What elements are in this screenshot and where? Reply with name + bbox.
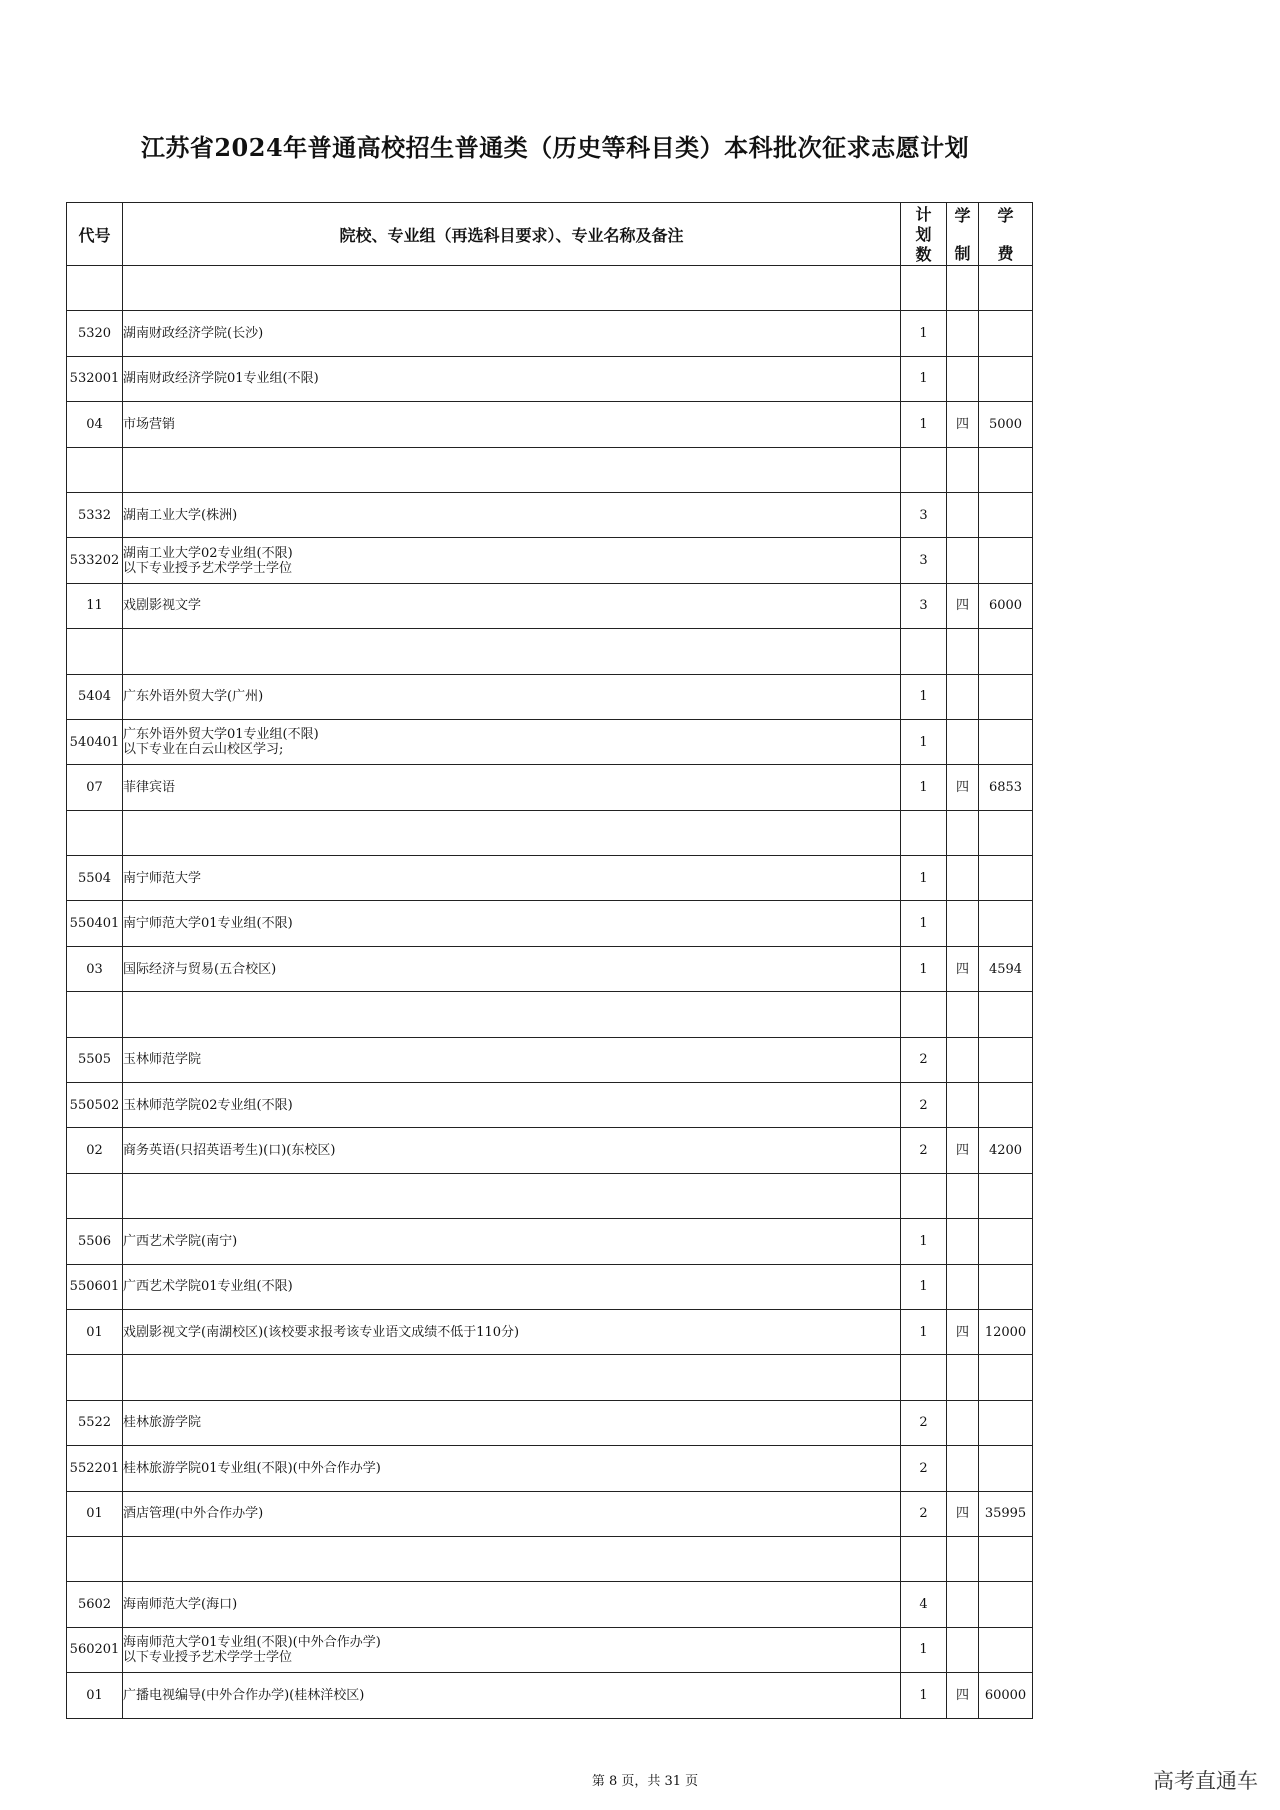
table-row — [67, 856, 1033, 901]
cell-fee — [979, 1627, 1033, 1672]
cell-name — [123, 492, 901, 537]
cell-fee — [979, 629, 1033, 674]
table-row — [67, 492, 1033, 537]
cell-years — [947, 492, 979, 537]
cell-fee — [979, 1446, 1033, 1491]
cell-name-line: 南宁师范大学01专业组(不限) — [123, 916, 293, 932]
cell-years — [947, 538, 979, 583]
cell-name — [123, 1309, 901, 1354]
cell-name-line: 广东外语外贸大学(广州) — [123, 689, 264, 705]
cell-name — [123, 1491, 901, 1536]
cell-name-line: 广西艺术学院(南宁) — [123, 1233, 238, 1249]
cell-name-line: 玉林师范学院02专业组(不限) — [123, 1097, 293, 1113]
cell-name — [123, 946, 901, 991]
cell-years: 四 — [947, 765, 979, 810]
cell-years: 四 — [947, 946, 979, 991]
table-row — [67, 1582, 1033, 1627]
cell-fee — [979, 1536, 1033, 1581]
cell-count: 1 — [901, 1264, 947, 1309]
cell-years — [947, 1446, 979, 1491]
cell-fee — [979, 719, 1033, 764]
cell-code: 560201 — [67, 1627, 123, 1672]
cell-years — [947, 311, 979, 356]
cell-code: 04 — [67, 402, 123, 447]
cell-name-line: 以下专业授予艺术学学士学位 — [123, 1649, 293, 1665]
cell-years — [947, 1400, 979, 1445]
table-row — [67, 1309, 1033, 1354]
cell-name — [123, 901, 901, 946]
cell-count: 1 — [901, 1627, 947, 1672]
cell-years: 四 — [947, 1673, 979, 1718]
cell-fee — [979, 311, 1033, 356]
page-title: 江苏省2024年普通高校招生普通类（历史等科目类）本科批次征求志愿计划 — [140, 133, 970, 162]
cell-fee: 6853 — [979, 765, 1033, 810]
table-row — [67, 629, 1033, 674]
table-row — [67, 901, 1033, 946]
header-code: 代号 — [67, 203, 123, 266]
cell-code: 03 — [67, 946, 123, 991]
cell-code: 552201 — [67, 1446, 123, 1491]
cell-count: 1 — [901, 765, 947, 810]
table-row — [67, 266, 1033, 311]
table-row — [67, 583, 1033, 628]
table-row — [67, 447, 1033, 492]
cell-code: 532001 — [67, 356, 123, 401]
cell-count: 1 — [901, 901, 947, 946]
cell-years — [947, 629, 979, 674]
table-row — [67, 765, 1033, 810]
cell-name — [123, 1219, 901, 1264]
table-row — [67, 1219, 1033, 1264]
cell-years — [947, 1037, 979, 1082]
cell-fee — [979, 1355, 1033, 1400]
cell-name — [123, 810, 901, 855]
cell-name-line: 海南师范大学01专业组(不限)(中外合作办学) — [123, 1634, 381, 1650]
cell-name — [123, 356, 901, 401]
table-row — [67, 810, 1033, 855]
watermark-text: 高考直通车 — [1153, 1769, 1258, 1793]
cell-fee — [979, 266, 1033, 311]
cell-years — [947, 674, 979, 719]
header-years: 学 制 — [947, 203, 979, 266]
table-row — [67, 1083, 1033, 1128]
cell-fee: 4594 — [979, 946, 1033, 991]
cell-name — [123, 1173, 901, 1218]
cell-code: 550401 — [67, 901, 123, 946]
cell-code — [67, 1355, 123, 1400]
table-row — [67, 1037, 1033, 1082]
cell-fee: 6000 — [979, 583, 1033, 628]
cell-years — [947, 992, 979, 1037]
cell-fee — [979, 356, 1033, 401]
cell-name-line: 桂林旅游学院01专业组(不限)(中外合作办学) — [123, 1460, 381, 1476]
cell-years: 四 — [947, 1128, 979, 1173]
cell-name — [123, 1128, 901, 1173]
cell-code: 02 — [67, 1128, 123, 1173]
cell-count — [901, 810, 947, 855]
cell-count: 2 — [901, 1491, 947, 1536]
cell-name-line: 桂林旅游学院 — [123, 1415, 202, 1431]
cell-count: 2 — [901, 1128, 947, 1173]
cell-code: 01 — [67, 1491, 123, 1536]
cell-code: 5332 — [67, 492, 123, 537]
cell-code: 540401 — [67, 719, 123, 764]
cell-years — [947, 1355, 979, 1400]
cell-count — [901, 1173, 947, 1218]
cell-count — [901, 1536, 947, 1581]
cell-count: 1 — [901, 674, 947, 719]
table-row — [67, 1673, 1033, 1718]
cell-name-line: 以下专业授予艺术学学士学位 — [123, 560, 293, 576]
cell-name-line: 南宁师范大学 — [123, 870, 202, 886]
cell-fee — [979, 492, 1033, 537]
table-body — [67, 266, 1033, 1719]
cell-name — [123, 992, 901, 1037]
cell-name-line: 湖南工业大学(株洲) — [123, 507, 238, 523]
cell-code: 5504 — [67, 856, 123, 901]
cell-code: 550502 — [67, 1083, 123, 1128]
cell-name — [123, 1627, 901, 1672]
cell-name-line: 以下专业在白云山校区学习; — [123, 742, 284, 758]
cell-name — [123, 1582, 901, 1627]
cell-name-line: 湖南财政经济学院01专业组(不限) — [123, 371, 319, 387]
cell-name — [123, 311, 901, 356]
cell-count: 1 — [901, 356, 947, 401]
cell-count — [901, 992, 947, 1037]
cell-code — [67, 629, 123, 674]
cell-count: 1 — [901, 1219, 947, 1264]
table-row — [67, 1264, 1033, 1309]
cell-fee — [979, 1264, 1033, 1309]
cell-name — [123, 1536, 901, 1581]
table-row — [67, 992, 1033, 1037]
table-row — [67, 356, 1033, 401]
cell-fee: 5000 — [979, 402, 1033, 447]
cell-fee — [979, 674, 1033, 719]
cell-fee — [979, 810, 1033, 855]
cell-name — [123, 1400, 901, 1445]
cell-count — [901, 629, 947, 674]
cell-code — [67, 1536, 123, 1581]
cell-years — [947, 810, 979, 855]
cell-name — [123, 1446, 901, 1491]
cell-count: 2 — [901, 1446, 947, 1491]
cell-fee — [979, 992, 1033, 1037]
cell-years: 四 — [947, 1491, 979, 1536]
cell-name — [123, 266, 901, 311]
cell-fee: 4200 — [979, 1128, 1033, 1173]
cell-name — [123, 674, 901, 719]
cell-fee — [979, 538, 1033, 583]
cell-name — [123, 719, 901, 764]
cell-fee — [979, 447, 1033, 492]
cell-fee — [979, 1582, 1033, 1627]
cell-name — [123, 1264, 901, 1309]
table-row — [67, 1491, 1033, 1536]
cell-years — [947, 1627, 979, 1672]
cell-fee: 35995 — [979, 1491, 1033, 1536]
cell-name — [123, 765, 901, 810]
cell-code: 5404 — [67, 674, 123, 719]
cell-code: 5506 — [67, 1219, 123, 1264]
cell-code: 11 — [67, 583, 123, 628]
cell-years — [947, 1083, 979, 1128]
cell-name — [123, 629, 901, 674]
table-row — [67, 1400, 1033, 1445]
table-row — [67, 1128, 1033, 1173]
cell-name-line: 商务英语(只招英语考生)(口)(东校区) — [123, 1143, 336, 1159]
cell-years: 四 — [947, 583, 979, 628]
cell-name-line: 市场营销 — [123, 416, 176, 432]
cell-count: 2 — [901, 1083, 947, 1128]
cell-code: 01 — [67, 1673, 123, 1718]
cell-years — [947, 856, 979, 901]
cell-code — [67, 447, 123, 492]
cell-code: 5602 — [67, 1582, 123, 1627]
table-row — [67, 719, 1033, 764]
cell-years — [947, 447, 979, 492]
cell-count — [901, 1355, 947, 1400]
cell-name-line: 海南师范大学(海口) — [123, 1597, 238, 1613]
table-row — [67, 311, 1033, 356]
cell-code: 5505 — [67, 1037, 123, 1082]
cell-name — [123, 1037, 901, 1082]
cell-name-line: 广西艺术学院01专业组(不限) — [123, 1279, 293, 1295]
cell-code — [67, 1173, 123, 1218]
cell-years — [947, 1173, 979, 1218]
cell-count: 1 — [901, 856, 947, 901]
header-fee: 学 费 — [979, 203, 1033, 266]
table-row — [67, 674, 1033, 719]
cell-name — [123, 1083, 901, 1128]
cell-code — [67, 810, 123, 855]
cell-years: 四 — [947, 1309, 979, 1354]
cell-fee — [979, 1400, 1033, 1445]
cell-code: 5320 — [67, 311, 123, 356]
cell-name-line: 玉林师范学院 — [123, 1052, 202, 1068]
cell-code — [67, 992, 123, 1037]
cell-count: 4 — [901, 1582, 947, 1627]
cell-name-line: 国际经济与贸易(五合校区) — [123, 961, 277, 977]
cell-fee — [979, 1219, 1033, 1264]
cell-fee — [979, 1083, 1033, 1128]
cell-name-line: 菲律宾语 — [123, 779, 176, 795]
cell-code: 550601 — [67, 1264, 123, 1309]
cell-count: 1 — [901, 946, 947, 991]
cell-code: 5522 — [67, 1400, 123, 1445]
cell-count — [901, 266, 947, 311]
cell-name-line: 广播电视编导(中外合作办学)(桂林洋校区) — [123, 1687, 365, 1703]
cell-code: 07 — [67, 765, 123, 810]
cell-name-line: 湖南财政经济学院(长沙) — [123, 326, 264, 342]
cell-count: 3 — [901, 538, 947, 583]
cell-fee: 60000 — [979, 1673, 1033, 1718]
cell-count: 3 — [901, 583, 947, 628]
cell-years — [947, 1264, 979, 1309]
cell-count: 2 — [901, 1037, 947, 1082]
cell-name-line: 戏剧影视文学(南湖校区)(该校要求报考该专业语文成绩不低于110分) — [123, 1324, 520, 1340]
cell-years — [947, 1582, 979, 1627]
cell-years: 四 — [947, 402, 979, 447]
cell-count: 1 — [901, 1309, 947, 1354]
cell-years — [947, 266, 979, 311]
cell-name — [123, 402, 901, 447]
page-number: 第 8 页，共 31 页 — [591, 1774, 699, 1789]
cell-code: 01 — [67, 1309, 123, 1354]
cell-name — [123, 583, 901, 628]
cell-years — [947, 901, 979, 946]
cell-count: 3 — [901, 492, 947, 537]
table-row — [67, 1446, 1033, 1491]
header-count: 计 划 数 — [901, 203, 947, 266]
table-row — [67, 1536, 1033, 1581]
cell-name — [123, 856, 901, 901]
cell-code — [67, 266, 123, 311]
cell-fee — [979, 1173, 1033, 1218]
cell-name-line: 广东外语外贸大学01专业组(不限) — [123, 727, 319, 743]
cell-fee — [979, 1037, 1033, 1082]
cell-name-line: 戏剧影视文学 — [123, 598, 202, 614]
table-row — [67, 1627, 1033, 1672]
cell-code: 533202 — [67, 538, 123, 583]
cell-count — [901, 447, 947, 492]
cell-name — [123, 1355, 901, 1400]
cell-name — [123, 1673, 901, 1718]
cell-fee — [979, 901, 1033, 946]
table-row — [67, 1173, 1033, 1218]
cell-name-line: 酒店管理(中外合作办学) — [123, 1506, 264, 1522]
cell-years — [947, 719, 979, 764]
cell-fee: 12000 — [979, 1309, 1033, 1354]
enrollment-plan-table — [66, 202, 1033, 1719]
table-row — [67, 946, 1033, 991]
cell-count: 1 — [901, 402, 947, 447]
cell-years — [947, 356, 979, 401]
cell-count: 2 — [901, 1400, 947, 1445]
cell-count: 1 — [901, 311, 947, 356]
table-header-row — [67, 203, 1033, 266]
cell-count: 1 — [901, 719, 947, 764]
cell-count: 1 — [901, 1673, 947, 1718]
table-row — [67, 402, 1033, 447]
cell-name-line: 湖南工业大学02专业组(不限) — [123, 545, 293, 561]
table-row — [67, 1355, 1033, 1400]
table-row — [67, 538, 1033, 583]
header-name: 院校、专业组（再选科目要求）、专业名称及备注 — [123, 203, 901, 266]
cell-name — [123, 538, 901, 583]
cell-years — [947, 1219, 979, 1264]
cell-name — [123, 447, 901, 492]
cell-years — [947, 1536, 979, 1581]
cell-fee — [979, 856, 1033, 901]
